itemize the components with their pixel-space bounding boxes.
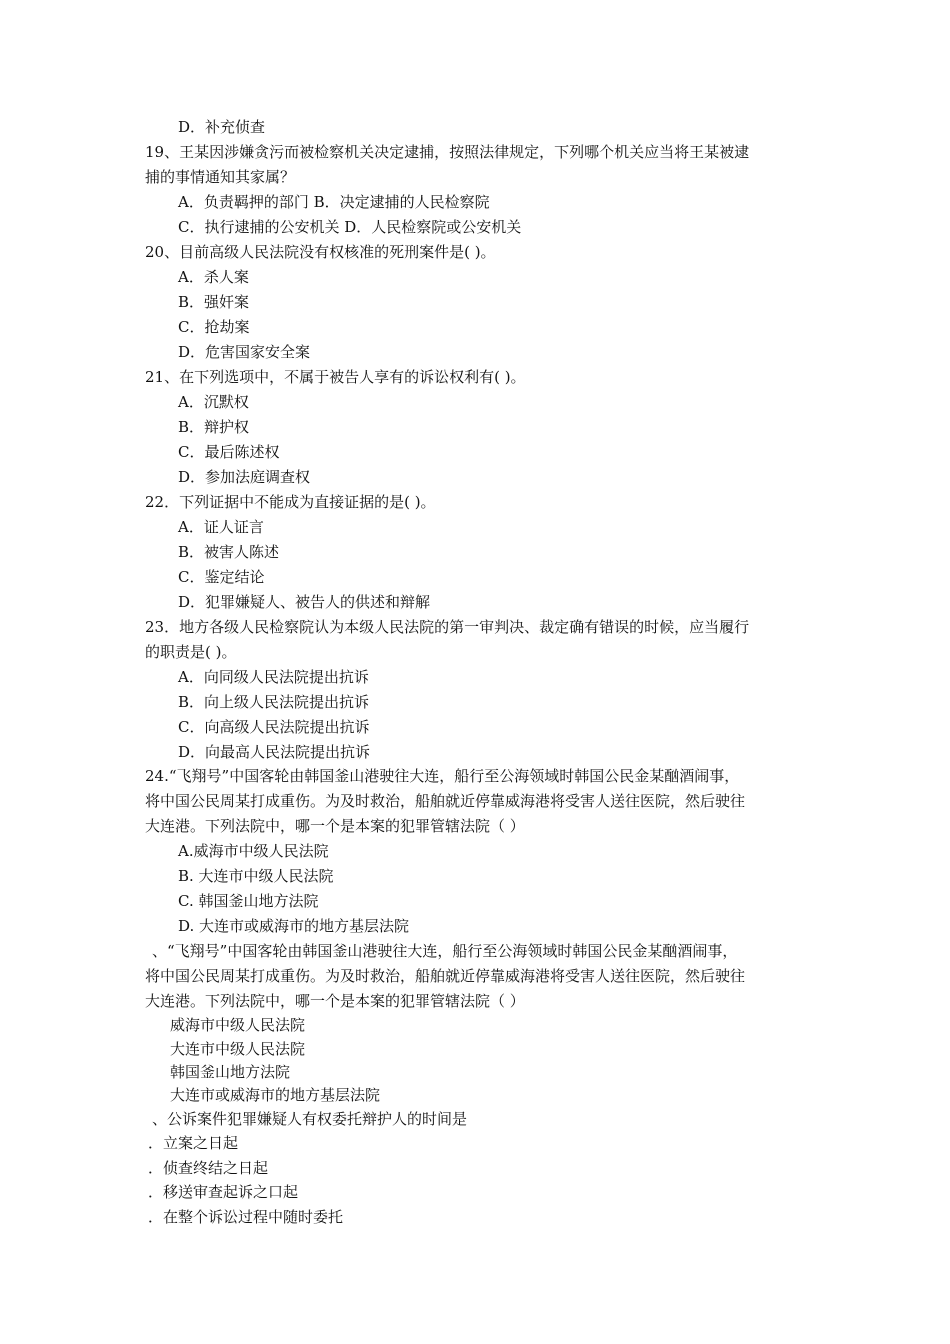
question-24-line-3: 大连港。下列法院中，哪一个是本案的犯罪管辖法院（ ） <box>145 817 525 835</box>
question-23-option-b: B．向上级人民法院提出抗诉 <box>178 693 370 711</box>
question-24-dup-option-3: 韩国釜山地方法院 <box>170 1063 291 1081</box>
question-20-option-b: B．强奸案 <box>178 293 250 311</box>
question-24-dup-option-4: 大连市或威海市的地方基层法院 <box>170 1086 381 1104</box>
question-24-option-b: B. 大连市中级人民法院 <box>178 867 334 885</box>
question-19-line-1: 19、王某因涉嫌贪污而被检察机关决定逮捕，按照法律规定，下列哪个机关应当将王某被逮 <box>145 143 750 161</box>
question-24-option-c: C. 韩国釜山地方法院 <box>178 892 319 910</box>
question-24-dup-line-3: 大连港。下列法院中，哪一个是本案的犯罪管辖法院（ ） <box>145 992 525 1010</box>
question-23-option-d: D．向最高人民法院提出抗诉 <box>178 743 371 761</box>
question-24-line-2: 将中国公民周某打成重伤。为及时救治，船舶就近停靠威海港将受害人送往医院，然后驶往 <box>145 792 746 810</box>
question-20-option-c: C．抢劫案 <box>178 318 250 336</box>
question-24-line-1: 24.“飞翔号”中国客轮由韩国釜山港驶往大连，船行至公海领域时韩国公民金某酗酒闹事， <box>145 767 740 785</box>
question-22-option-c: C．鉴定结论 <box>178 568 265 586</box>
question-23-option-c: C．向高级人民法院提出抗诉 <box>178 718 370 736</box>
question-21-option-b: B．辩护权 <box>178 418 250 436</box>
option-d-prev: D．补充侦查 <box>178 118 266 136</box>
question-23-line-1: 23．地方各级人民检察院认为本级人民法院的第一审判决、裁定确有错误的时候，应当履行 <box>145 618 750 636</box>
question-25-option-2: ．侦查终结之日起 <box>148 1159 269 1177</box>
question-25-option-4: ．在整个诉讼过程中随时委托 <box>148 1208 344 1226</box>
question-21-option-c: C．最后陈述权 <box>178 443 280 461</box>
question-19-option-cd: C．执行逮捕的公安机关 D．人民检察院或公安机关 <box>178 218 522 236</box>
question-21: 21、在下列选项中，不属于被告人享有的诉讼权利有( )。 <box>145 368 526 386</box>
question-19-option-ab: A．负责羁押的部门 B．决定逮捕的人民检察院 <box>178 193 490 211</box>
question-19-line-2: 捕的事情通知其家属？ <box>145 168 296 186</box>
question-24-dup-option-2: 大连市中级人民法院 <box>170 1040 306 1058</box>
question-23-option-a: A．向同级人民法院提出抗诉 <box>178 668 369 686</box>
question-22-option-d: D．犯罪嫌疑人、被告人的供述和辩解 <box>178 593 431 611</box>
question-20-option-d: D．危害国家安全案 <box>178 343 311 361</box>
question-22-option-a: A．证人证言 <box>178 518 264 536</box>
question-24-option-d: D. 大连市或威海市的地方基层法院 <box>178 917 410 935</box>
question-22-option-b: B．被害人陈述 <box>178 543 280 561</box>
question-24-dup-line-2: 将中国公民周某打成重伤。为及时救治，船舶就近停靠威海港将受害人送往医院，然后驶往 <box>145 967 746 985</box>
question-22: 22．下列证据中不能成为直接证据的是( )。 <box>145 493 436 511</box>
question-20: 20、目前高级人民法院没有权核准的死刑案件是( )。 <box>145 243 496 261</box>
question-21-option-a: A．沉默权 <box>178 393 249 411</box>
question-23-line-2: 的职责是( )。 <box>145 643 237 661</box>
question-25-option-1: ．立案之日起 <box>148 1134 239 1152</box>
question-24-option-a: A.威海市中级人民法院 <box>178 842 329 860</box>
question-25: 、公诉案件犯罪嫌疑人有权委托辩护人的时间是 <box>152 1110 468 1128</box>
question-24-dup-option-1: 威海市中级人民法院 <box>170 1016 306 1034</box>
question-24-dup-line-1: 、“飞翔号”中国客轮由韩国釜山港驶往大连，船行至公海领域时韩国公民金某酗酒闹事， <box>152 942 738 960</box>
question-21-option-d: D．参加法庭调查权 <box>178 468 311 486</box>
question-25-option-3: ．移送审查起诉之口起 <box>148 1183 299 1201</box>
question-20-option-a: A．杀人案 <box>178 268 249 286</box>
